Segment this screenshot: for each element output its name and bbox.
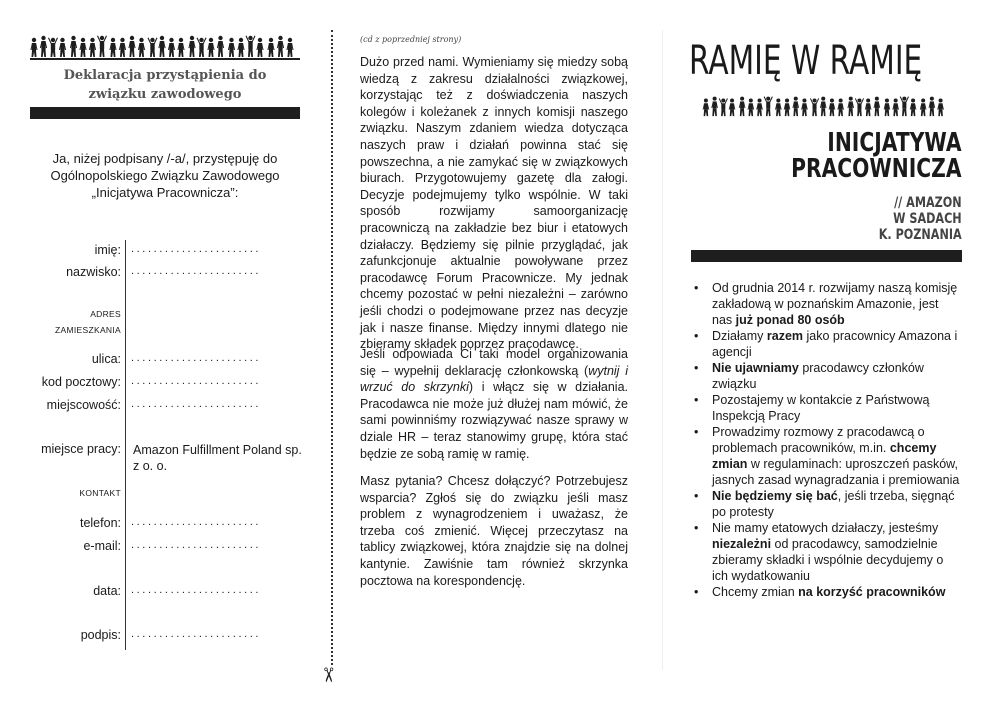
worker-figure [855, 98, 864, 116]
worker-figure [892, 98, 899, 116]
worker-figure [874, 97, 881, 116]
bullet-list [691, 280, 961, 600]
worker-figure [865, 98, 872, 116]
crowd-baseline [30, 58, 300, 60]
worker-figure [764, 96, 773, 116]
worker-figure [729, 98, 736, 116]
worker-figure [277, 36, 284, 57]
headline: INICJATYWA PRACOWNICZA [791, 128, 962, 184]
worker-figure [177, 38, 184, 57]
worker-figure [711, 97, 718, 116]
worker-figure [30, 38, 37, 57]
worker-figure [148, 38, 158, 58]
field-ulica[interactable]: ....................... [131, 352, 262, 364]
worker-figure [801, 98, 808, 116]
worker-figure [59, 38, 66, 57]
label-email: e-mail: [83, 539, 121, 553]
divider-bar [691, 250, 962, 262]
worker-figure [158, 36, 165, 57]
list-item: • Chcemy zmian na korzyść pracowników [691, 584, 961, 600]
paragraph-2: Jeśli odpowiada Ci taki model organizowania się – wypełnij deklarację członkowską (wytnij i wrzuć do skrzynki) i włącz się w działania. Pracodawca nie może już dłużej nam mówić, że sami powinniśmy rozwiązywać nasze sprawy w dziale HR – teraz stanowimy grupę, która stać będzie ze sobą ramię w ramię. [360, 347, 628, 461]
worker-figure [207, 38, 214, 57]
worker-figure [739, 97, 746, 116]
section-adres: ADRES ZAMIESZKANIA [55, 309, 121, 335]
worker-figure [810, 98, 819, 116]
field-imie[interactable]: ....................... [131, 243, 262, 255]
worker-figure [97, 36, 107, 58]
form-intro: Ja, niżej podpisany /-a/, przystępuję do Ogólnopolskiego Związku Zawodowego „Inicjatywa Pracownicza”: [50, 151, 280, 200]
worker-figure [910, 98, 917, 116]
list-item: • Pozostajemy w kontakcie z Państwową Inspekcją Pracy [691, 392, 961, 424]
list-item: • Prowadzimy rozmowy z pracodawcą o problemach pracowników, m.in. chcemy zmian w regulaminach: uproszczeń pasków, jasnych zasad wynagradzania i premiowania [691, 424, 961, 488]
value-miejsce-pracy: Amazon Fulfillment Poland sp. z o. o. [133, 443, 302, 473]
worker-figure [256, 38, 263, 57]
field-miejscowosc[interactable]: ....................... [131, 398, 262, 410]
worker-figure [837, 98, 844, 116]
worker-figure [792, 97, 799, 116]
worker-figure [929, 97, 936, 116]
field-telefon[interactable]: ....................... [131, 516, 262, 528]
worker-figure [703, 98, 710, 116]
worker-figure [79, 38, 86, 57]
worker-figure [267, 38, 274, 57]
label-ulica: ulica: [91, 352, 121, 366]
worker-figure [119, 38, 126, 57]
worker-figure [847, 97, 854, 116]
label-data: data: [93, 584, 121, 598]
label-podpis: podpis: [80, 628, 121, 642]
worker-figure [756, 98, 763, 116]
list-item: • Nie będziemy się bać, jeśli trzeba, sięgnąć po protesty [691, 488, 961, 520]
worker-figure [128, 36, 135, 57]
worker-figure [138, 38, 145, 57]
worker-figure [775, 98, 782, 116]
worker-figure [246, 36, 256, 58]
divider-bar [30, 107, 300, 119]
crowd-of-workers-icon [690, 95, 962, 117]
cut-line [331, 30, 333, 665]
field-email[interactable]: ....................... [131, 539, 262, 551]
list-item: • Nie ujawniamy pracodawcy członków związku [691, 360, 961, 392]
paragraph-1: Dużo przed nami. Wymieniamy się miedzy sobą wiedzą z zakresu działalności związkowej, korzystając też z doświadczenia naszych kolegów i koleżanek z innych komisji naszego związku. Naszym zdaniem wiedza dotycząca naszych praw i działań powinna stać się powszechna, a nie zamykać się w związkowych biurach. Przygotowujemy gazetę dla załogi. Decyzje podejmujemy tylko wspólnie. W taki sposób rozwijamy samoorganizację pracowniczą na zakładzie bez biur i etatowych działaczy. Będziemy się pilnie przyglądać, jak zafunkcjonuje aktualnie powoływane przez pracodawcę Forum Pracownicze. My jednak chcemy pozostać w pełni niezależni – zarówno jeśli chodzi o podejmowane przez nas decyzje jak i nasze finanse. Między innymi dlatego nie zbieramy składek poprzez pracodawcę. [360, 55, 628, 352]
list-item: • Nie mamy etatowych działaczy, jesteśmy niezależni od pracodawcy, samodzielnie zbieramy składki i wspólnie decydujemy o ich wydatkowaniu [691, 520, 961, 584]
label-miejscowosc: miejscowość: [46, 398, 121, 412]
worker-figure [40, 36, 47, 57]
worker-figure [228, 38, 235, 57]
field-podpis[interactable]: ....................... [131, 628, 262, 640]
scissors-icon: ✂ [316, 666, 341, 684]
label-telefon: telefon: [79, 516, 121, 530]
field-nazwisko[interactable]: ....................... [131, 265, 262, 277]
worker-figure [48, 38, 58, 58]
worker-figure [286, 38, 293, 57]
worker-figure [109, 38, 116, 57]
field-data[interactable]: ....................... [131, 584, 262, 596]
worker-figure [820, 97, 827, 116]
worker-figure [719, 98, 728, 116]
section-kontakt: KONTAKT [79, 488, 121, 498]
crowd-of-workers-icon [30, 34, 300, 58]
worker-figure [89, 38, 96, 57]
label-kod: kod pocztowy: [41, 375, 121, 389]
paragraph-3: Masz pytania? Chcesz dołączyć? Potrzebujesz wsparcia? Zgłoś się do związku jeśli masz problem z wynagrodzeniem i uważasz, że trzeba coś zmienić. Więcej przeczytasz na tablicy związkowej, która znajdzie się na dolnej kantynie. Zawiśnie tam również skrzynka pocztowa na korespondencję. [360, 474, 628, 588]
worker-figure [920, 98, 927, 116]
worker-figure [217, 36, 224, 57]
panel-separator [662, 30, 663, 670]
worker-figure [188, 36, 195, 57]
form-title: Deklaracja przystąpienia do związku zawodowego [63, 68, 267, 102]
list-item: • Od grudnia 2014 r. rozwijamy naszą komisję zakładową w poznańskim Amazonie, jest nas już ponad 80 osób [691, 280, 961, 328]
field-kod[interactable]: ....................... [131, 375, 262, 387]
brand-title: RAMIĘ W RAMIĘ [689, 38, 923, 84]
label-miejsce-pracy: miejsce pracy: [41, 442, 121, 456]
list-item: • Działamy razem jako pracownicy Amazona i agencji [691, 328, 961, 360]
worker-figure [70, 36, 77, 57]
worker-figure [748, 98, 755, 116]
form-divider-line [125, 240, 126, 650]
worker-figure [784, 98, 791, 116]
worker-figure [237, 38, 244, 57]
continued-note: (cd z poprzedniej strony) [360, 35, 462, 44]
worker-figure [884, 98, 891, 116]
label-nazwisko: nazwisko: [66, 265, 121, 279]
worker-figure [168, 38, 175, 57]
worker-figure [829, 98, 836, 116]
location-subtitle: // AMAZON W SADACH K. POZNANIA [879, 195, 962, 243]
worker-figure [197, 38, 207, 58]
label-imie: imię: [94, 243, 121, 257]
worker-figure [900, 96, 909, 116]
worker-figure [937, 98, 944, 116]
